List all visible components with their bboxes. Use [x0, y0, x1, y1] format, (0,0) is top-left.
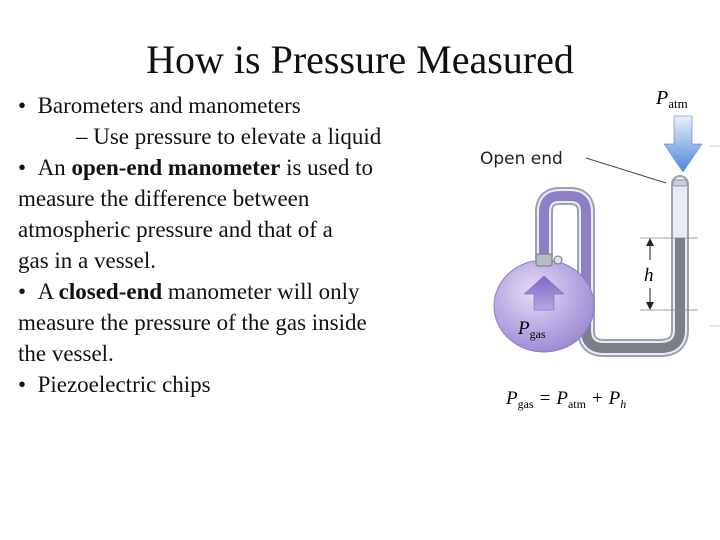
bold-term: open-end manometer: [71, 155, 281, 180]
bullet-open-end-line-1: [18, 152, 468, 183]
bullet-marker: •: [18, 279, 27, 304]
valve-knob-icon: [554, 256, 562, 264]
bullet-text: manometer will only: [162, 279, 360, 304]
open-end-leader-line: [586, 158, 666, 183]
sub-bullet-text: Use pressure to elevate a liquid: [93, 124, 382, 149]
bullet-marker: •: [18, 155, 27, 180]
bullet-closed-end-line-1: [18, 276, 468, 307]
bullet-text: Piezoelectric chips: [37, 372, 211, 397]
bullet-closed-end-line-3: the vessel.: [18, 341, 114, 366]
h-arrowhead-down-icon: [646, 302, 654, 310]
manometer-svg: [470, 80, 720, 420]
bullet-marker: •: [18, 93, 27, 118]
h-label: h: [644, 265, 654, 286]
p-gas-label: $P_{gas}$: [518, 318, 546, 341]
mercury-column: [586, 238, 680, 348]
atm-pressure-arrow-icon: [664, 116, 702, 172]
bullet-text: An: [37, 155, 72, 180]
sub-bullet-marker: –: [76, 124, 88, 149]
bullet-open-end-line-4: gas in a vessel.: [18, 248, 156, 273]
sub-bullet-elevate-liquid: [18, 121, 468, 152]
h-arrowhead-up-icon: [646, 238, 654, 246]
open-end-label: Open end: [480, 149, 563, 169]
open-end-tip: [673, 180, 687, 186]
bullet-open-end-line-3: atmospheric pressure and that of a: [18, 217, 333, 242]
bullet-text: A: [37, 279, 59, 304]
bullet-barometers: [18, 90, 468, 121]
bullet-text: is used to: [280, 155, 373, 180]
bullet-text: Barometers and manometers: [37, 93, 301, 118]
bullet-marker: •: [18, 372, 27, 397]
slide-title: How is Pressure Measured: [146, 37, 574, 82]
valve-icon: [536, 254, 552, 266]
slide-body: [18, 90, 468, 400]
p-atm-label: $P_{atm}$: [656, 87, 688, 111]
manometer-equation: $P_{gas} = P_{atm} + P_h$: [506, 388, 627, 411]
bullet-open-end-line-2: measure the difference between: [18, 186, 310, 211]
bullet-piezoelectric: [18, 369, 468, 400]
bullet-closed-end-line-2: measure the pressure of the gas inside: [18, 310, 367, 335]
bold-term: closed-end: [58, 279, 163, 304]
manometer-diagram: [470, 80, 720, 420]
